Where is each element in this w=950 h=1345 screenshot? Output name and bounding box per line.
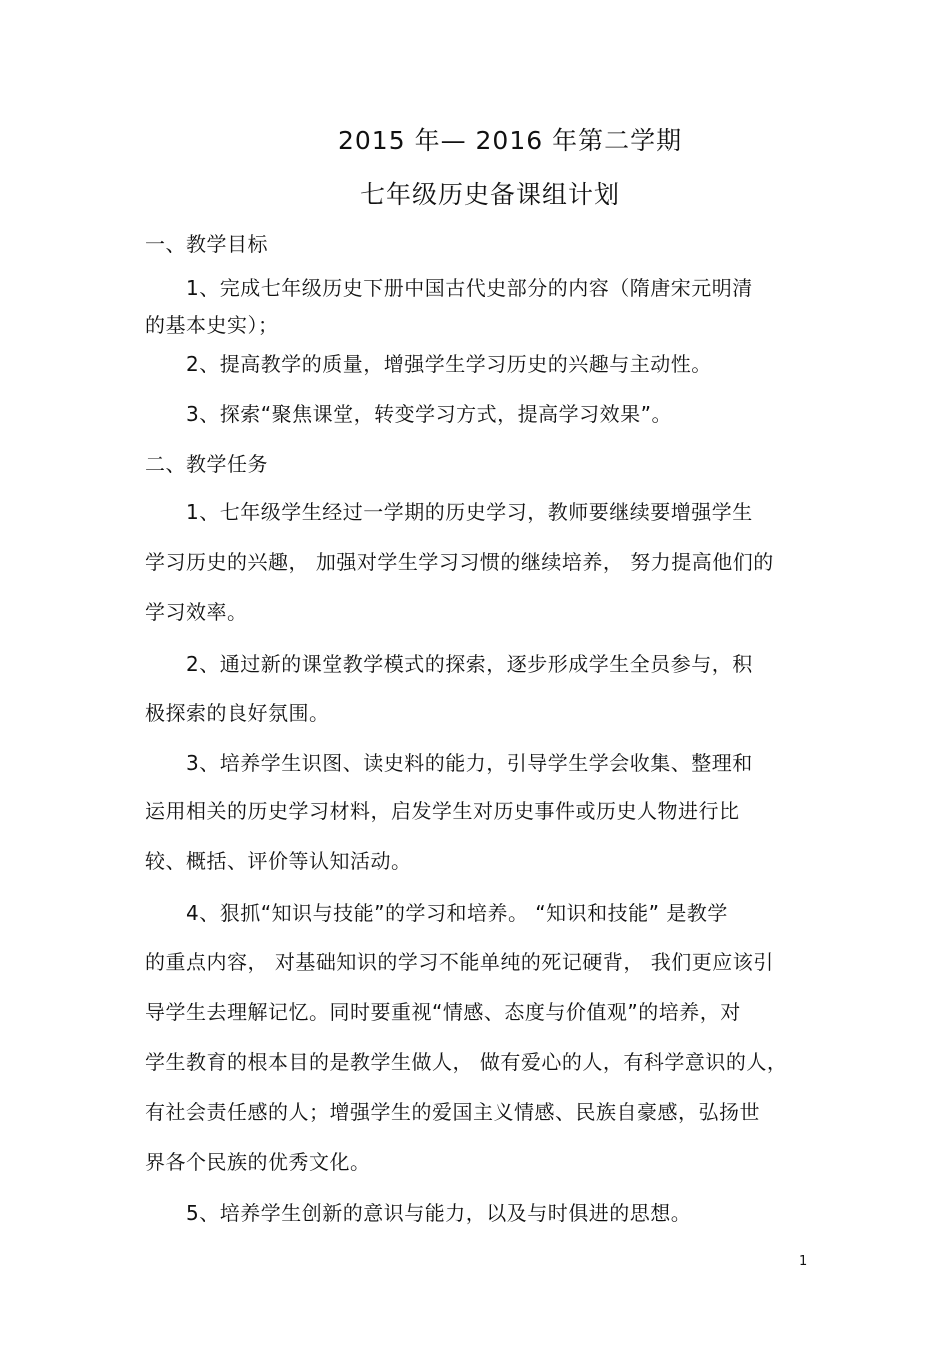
- task-1-line-1: 1、七年级学生经过一学期的历史学习，教师要继续要增强学生: [186, 500, 753, 524]
- task-1-line-3: 学习效率。: [145, 600, 248, 624]
- task-3-line-1: 3、培养学生识图、读史料的能力，引导学生学会收集、整理和: [186, 751, 753, 775]
- section-heading-teaching-tasks: 二、教学任务: [145, 452, 268, 476]
- task-2-line-2: 极探索的良好氛围。: [145, 701, 330, 725]
- task-4-line-2: 的重点内容， 对基础知识的学习不能单纯的死记硬背， 我们更应该引: [145, 950, 774, 974]
- task-4-line-6: 界各个民族的优秀文化。: [145, 1150, 371, 1174]
- section-heading-teaching-goals: 一、教学目标: [145, 232, 268, 256]
- task-4-line-5: 有社会责任感的人；增强学生的爱国主义情感、民族自豪感，弘扬世: [145, 1100, 760, 1124]
- goal-2: 2、提高教学的质量，增强学生学习历史的兴趣与主动性。: [186, 352, 712, 376]
- title-line-1: 2015 年— 2016 年第二学期: [338, 126, 683, 155]
- title-line-2: 七年级历史备课组计划: [360, 180, 621, 209]
- task-5: 5、培养学生创新的意识与能力，以及与时俱进的思想。: [186, 1201, 692, 1225]
- task-3-line-3: 较、概括、评价等认知活动。: [145, 849, 412, 873]
- task-2-line-1: 2、通过新的课堂教学模式的探索，逐步形成学生全员参与，积: [186, 652, 753, 676]
- task-1-line-2: 学习历史的兴趣， 加强对学生学习习惯的继续培养， 努力提高他们的: [145, 550, 774, 574]
- task-4-line-3: 导学生去理解记忆。同时要重视“情感、态度与价值观”的培养，对: [145, 1000, 741, 1024]
- page-number: 1: [799, 1254, 808, 1269]
- task-4-line-4: 学生教育的根本目的是教学生做人， 做有爱心的人，有科学意识的人，: [145, 1050, 788, 1074]
- goal-3: 3、探索“聚焦课堂，转变学习方式，提高学习效果”。: [186, 402, 672, 426]
- task-4-line-1: 4、狠抓“知识与技能”的学习和培养。 “知识和技能” 是教学: [186, 901, 728, 925]
- goal-1-line-2: 的基本史实）；: [145, 313, 279, 337]
- goal-1-line-1: 1、完成七年级历史下册中国古代史部分的内容（隋唐宋元明清: [186, 276, 753, 300]
- task-3-line-2: 运用相关的历史学习材料，启发学生对历史事件或历史人物进行比: [145, 799, 740, 823]
